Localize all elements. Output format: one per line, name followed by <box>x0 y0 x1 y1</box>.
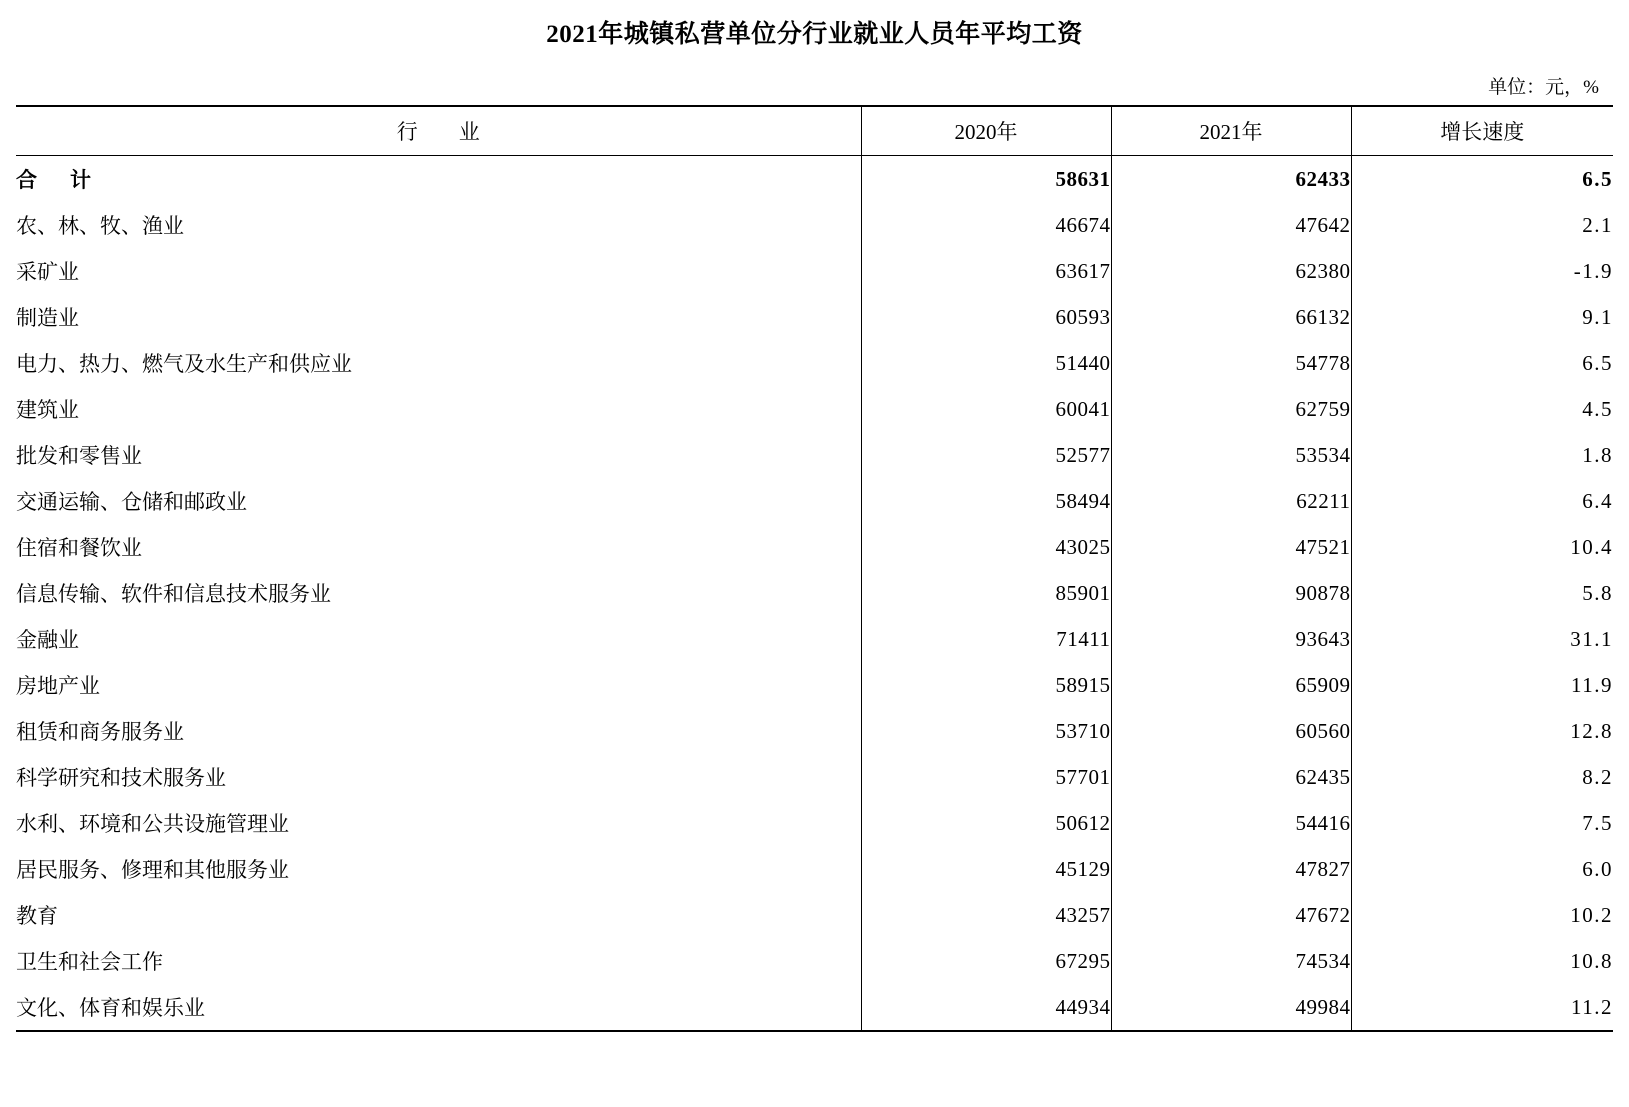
cell-year-2020: 85901 <box>861 570 1111 616</box>
cell-growth-rate: 8.2 <box>1351 754 1613 800</box>
cell-industry: 居民服务、修理和其他服务业 <box>16 859 289 882</box>
cell-year-2021: 62759 <box>1111 386 1351 432</box>
cell-growth-rate: 11.2 <box>1351 984 1613 1031</box>
column-header-year-2021: 2021年 <box>1111 106 1351 156</box>
column-header-growth-rate: 增长速度 <box>1351 106 1613 156</box>
cell-growth-rate: 1.8 <box>1351 432 1613 478</box>
table-row <box>16 524 1613 570</box>
table-row <box>16 754 1613 800</box>
cell-year-2020: 63617 <box>861 248 1111 294</box>
table-row <box>16 984 1613 1031</box>
cell-year-2020: 43257 <box>861 892 1111 938</box>
cell-year-2020: 46674 <box>861 202 1111 248</box>
cell-industry: 合 计 <box>16 169 97 192</box>
cell-industry: 教育 <box>16 905 58 928</box>
cell-year-2020: 43025 <box>861 524 1111 570</box>
cell-growth-rate: 12.8 <box>1351 708 1613 754</box>
cell-growth-rate: 10.8 <box>1351 938 1613 984</box>
cell-year-2020: 71411 <box>861 616 1111 662</box>
cell-year-2020: 58494 <box>861 478 1111 524</box>
cell-year-2021: 49984 <box>1111 984 1351 1031</box>
cell-year-2021: 54416 <box>1111 800 1351 846</box>
page-title: 2021年城镇私营单位分行业就业人员年平均工资 <box>546 21 1083 48</box>
table-row <box>16 248 1613 294</box>
cell-growth-rate: 5.8 <box>1351 570 1613 616</box>
cell-year-2021: 54778 <box>1111 340 1351 386</box>
table-row <box>16 294 1613 340</box>
table-row <box>16 478 1613 524</box>
cell-year-2021: 62435 <box>1111 754 1351 800</box>
cell-growth-rate: 2.1 <box>1351 202 1613 248</box>
cell-year-2021: 62380 <box>1111 248 1351 294</box>
cell-year-2021: 66132 <box>1111 294 1351 340</box>
cell-industry: 信息传输、软件和信息技术服务业 <box>16 583 331 606</box>
table-row <box>16 662 1613 708</box>
cell-industry: 建筑业 <box>16 399 79 422</box>
cell-industry: 房地产业 <box>16 675 100 698</box>
cell-industry: 住宿和餐饮业 <box>16 537 142 560</box>
cell-industry: 批发和零售业 <box>16 445 142 468</box>
table-header-row <box>16 106 1613 156</box>
cell-year-2020: 67295 <box>861 938 1111 984</box>
cell-year-2020: 60041 <box>861 386 1111 432</box>
cell-year-2020: 53710 <box>861 708 1111 754</box>
cell-growth-rate: 31.1 <box>1351 616 1613 662</box>
cell-year-2020: 44934 <box>861 984 1111 1031</box>
cell-year-2021: 47521 <box>1111 524 1351 570</box>
table-row <box>16 616 1613 662</box>
cell-industry: 租赁和商务服务业 <box>16 721 184 744</box>
cell-year-2020: 51440 <box>861 340 1111 386</box>
table-row <box>16 156 1613 203</box>
column-header-year-2020: 2020年 <box>861 106 1111 156</box>
cell-year-2021: 53534 <box>1111 432 1351 478</box>
table-row <box>16 570 1613 616</box>
cell-year-2021: 62211 <box>1111 478 1351 524</box>
cell-year-2020: 50612 <box>861 800 1111 846</box>
cell-year-2021: 47642 <box>1111 202 1351 248</box>
cell-growth-rate: 6.5 <box>1351 340 1613 386</box>
table-row <box>16 800 1613 846</box>
cell-growth-rate: 6.0 <box>1351 846 1613 892</box>
cell-growth-rate: 7.5 <box>1351 800 1613 846</box>
cell-year-2020: 52577 <box>861 432 1111 478</box>
table-row <box>16 938 1613 984</box>
cell-growth-rate: -1.9 <box>1351 248 1613 294</box>
cell-year-2020: 57701 <box>861 754 1111 800</box>
cell-growth-rate: 9.1 <box>1351 294 1613 340</box>
cell-year-2021: 93643 <box>1111 616 1351 662</box>
cell-year-2021: 47672 <box>1111 892 1351 938</box>
cell-industry: 农、林、牧、渔业 <box>16 215 184 238</box>
cell-industry: 水利、环境和公共设施管理业 <box>16 813 289 836</box>
cell-year-2021: 90878 <box>1111 570 1351 616</box>
table-row <box>16 432 1613 478</box>
cell-year-2021: 65909 <box>1111 662 1351 708</box>
cell-industry: 科学研究和技术服务业 <box>16 767 226 790</box>
table-row <box>16 846 1613 892</box>
table-row <box>16 892 1613 938</box>
column-header-industry: 行 业 <box>16 106 861 156</box>
cell-year-2020: 60593 <box>861 294 1111 340</box>
cell-industry: 交通运输、仓储和邮政业 <box>16 491 247 514</box>
document-page <box>0 14 1629 1107</box>
unit-note: 单位：元，% <box>1488 77 1599 98</box>
cell-industry: 卫生和社会工作 <box>16 951 163 974</box>
cell-year-2021: 60560 <box>1111 708 1351 754</box>
cell-year-2020: 58631 <box>861 156 1111 203</box>
table-row <box>16 202 1613 248</box>
cell-industry: 电力、热力、燃气及水生产和供应业 <box>16 353 352 376</box>
table-row <box>16 340 1613 386</box>
cell-growth-rate: 6.4 <box>1351 478 1613 524</box>
cell-year-2021: 74534 <box>1111 938 1351 984</box>
table-row <box>16 708 1613 754</box>
cell-growth-rate: 11.9 <box>1351 662 1613 708</box>
cell-growth-rate: 6.5 <box>1351 156 1613 203</box>
cell-year-2020: 58915 <box>861 662 1111 708</box>
cell-growth-rate: 10.4 <box>1351 524 1613 570</box>
cell-growth-rate: 4.5 <box>1351 386 1613 432</box>
cell-industry: 采矿业 <box>16 261 79 284</box>
table-row <box>16 386 1613 432</box>
cell-industry: 文化、体育和娱乐业 <box>16 984 861 1031</box>
cell-year-2021: 47827 <box>1111 846 1351 892</box>
table-body <box>16 156 1613 1032</box>
cell-industry: 制造业 <box>16 307 79 330</box>
average-wage-table <box>16 105 1613 1032</box>
cell-year-2021: 62433 <box>1111 156 1351 203</box>
cell-year-2020: 45129 <box>861 846 1111 892</box>
cell-industry: 金融业 <box>16 629 79 652</box>
table-header <box>16 106 1613 156</box>
cell-growth-rate: 10.2 <box>1351 892 1613 938</box>
